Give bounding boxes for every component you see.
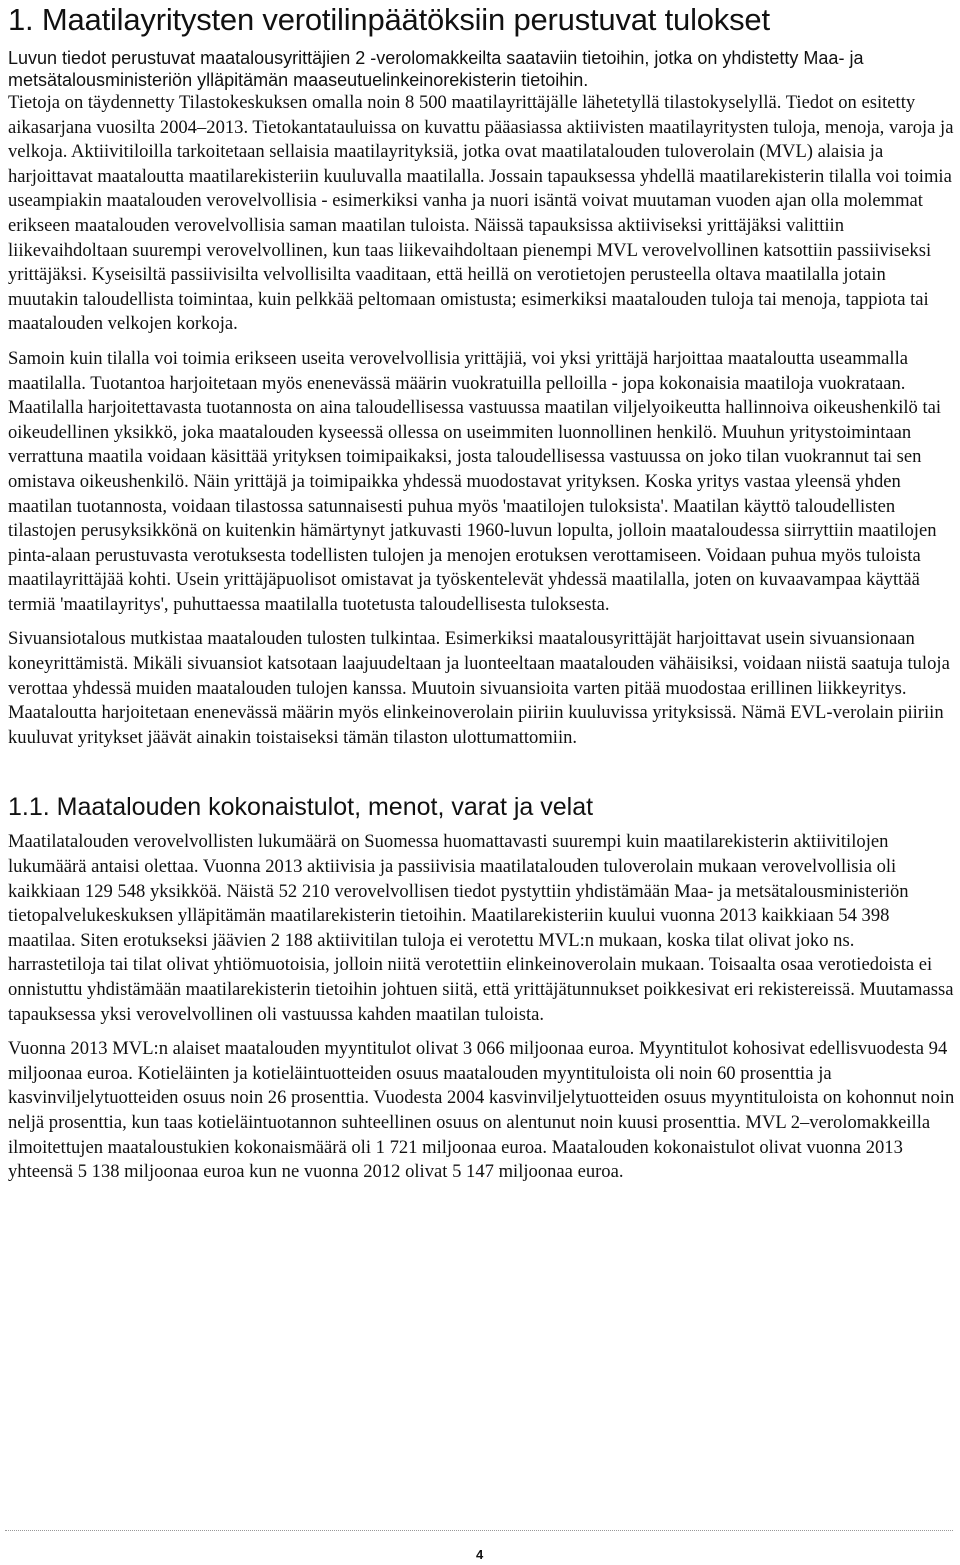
document-page [8, 0, 956, 1185]
page-number: 4 [476, 1547, 484, 1562]
paragraph: Samoin kuin tilalla voi toimia erikseen useita verovelvollisia yrittäjiä, voi yksi yrittäjä harjoittaa maataloutta useammalla maatilalla. Tuotantoa harjoitetaan myös enenevässä määrin vuokratuilla pelloilla - jopa kokonaisia maatiloja vuokrataan. Maatilalla harjoitettavasta tuotannosta on aina taloudellisessa vastuussa maatilan viljelyoikeutta hallinnoiva oikeushenkilö tai oikeudellinen yksikkö, joka maatalouden kyseessä ollessa on useimmiten luonnollinen henkilö. Muuhun yritystoimintaan verrattuna maatila voidaan käsittää yrityksen toimipaikaksi, josta taloudellisessa vastuussa on joko tilan vuokrannut tai sen omistava oikeushenkilö. Näin yrittäjä ja toimipaikka yhdessä muodostavat yrityksen. Koska yritys vastaa yleensä yhden maatilan tuotannosta, voidaan tilastossa satunnaisesti puhua myös 'maatilojen tuloksista'. Maatilan käyttö taloudellisten tilastojen perusyksikkönä on kuitenkin hämärtynyt jatkuvasti 1960-luvun lopulta, jolloin maataloudessa siirryttiin maatilojen pinta-alaan perustuvasta verotuksesta todellisten tulojen ja menojen erotuksen verottamiseen. Voidaan puhua myös tuloista maatilayrittäjää kohti. Usein yrittäjäpuolisot omistavat ja työskentelevät yhdessä maatilalla, joten on kuvaavampaa käyttää termiä 'maatilayritys', puhuttaessa maatilalla tuotetusta taloudellisesta tuloksesta. [8, 347, 942, 615]
footer-divider [5, 1530, 953, 1531]
chapter-intro: Luvun tiedot perustuvat maatalousyrittäjien 2 -verolomakkeilta saataviin tietoihin, jotka on yhdistetty Maa- ja metsätalousministeriön ylläpitämän maaseutuelinkeinorekisterin tietoihin. [8, 48, 864, 90]
chapter-title: 1. Maatilayritysten verotilinpäätöksiin perustuvat tulokset [8, 2, 770, 37]
section-title: 1.1. Maatalouden kokonaistulot, menot, varat ja velat [8, 793, 594, 822]
section-1-body [8, 91, 956, 750]
paragraph: Maatilatalouden verovelvollisten lukumäärä on Suomessa huomattavasti suurempi kuin maatilarekisterin aktiivitilojen lukumäärä antaisi olettaa. Vuonna 2013 aktiivisia ja passiivisia maatilatalouden tuloverolain mukaan verovelvollisia oli kaikkiaan 129 548 yksikköä. Näistä 52 210 verovelvollisen tiedot pystyttiin yhdistämään Maa- ja metsätalousministeriön tietopalvelukeskuksen ylläpitämän maatilarekisterin tietoihin. Maatilarekisteriin kuului vuonna 2013 kaikkiaan 54 398 maatilaa. Siten erotukseksi jäävien 2 188 aktiivitilan tuloja ei verotettu MVL:n mukaan, koska tilat olivat joko ns. harrastetiloja tai tilat olivat yhtiömuotoisia, jolloin niitä verotettiin elinkeinoverolain mukaan. Toisaalta osaa verotiedoista ei onnistuttu yhdistämään maatilarekisterin tietoihin johtuen siitä, että yrittäjätunnukset poikkesivat eri rekistereissä. Muutamassa tapauksessa yksi verovelvollinen oli vastuussa kahden maatilan tuloista. [8, 831, 954, 1025]
section-2-body [8, 830, 956, 1184]
paragraph: Tietoja on täydennetty Tilastokeskuksen omalla noin 8 500 maatilayrittäjälle lähetetyllä tilastokyselyllä. Tiedot on esitetty aikasarjana vuosilta 2004–2013. Tietokantatauluissa on kuvattu pääasiassa aktiivisten maatilayritysten tuloja, menoja, varoja ja velkoja. Aktiivitiloilla tarkoitetaan sellaisia maatilayrityksiä, jotka ovat maatilatalouden tuloverolain (MVL) alaisia ja harjoittavat maataloutta maatilarekisteriin kuuluvalla maatilalla. Jossain tapauksessa yhdellä maatilarekisterin tilalla voi toimia useampiakin maatalouden verovelvollisia - esimerkiksi vanha ja nuori isäntä voivat muutaman vuoden ajan olla molemmat erikseen maatalouden verovelvollisia saman maatilan tuloista. Näissä tapauksissa aktiiviseksi yrittäjäksi valittiin liikevaihdoltaan suurempi verovelvollinen, kun taas liikevaihdoltaan pienempi MVL verovelvollinen katsottiin passiiviseksi yrittäjäksi. Kyseisiltä passiivisilta velvollisilta vaaditaan, että heillä on verotietojen perusteella oltava maatilalla jotain muutakin taloudellista toimintaa, kuin pelkkää peltomaan omistusta; esimerkiksi maatalouden tuloja tai menoja, tappiota tai maatalouden velkojen korkoja. [8, 92, 954, 335]
paragraph: Vuonna 2013 MVL:n alaiset maatalouden myyntitulot olivat 3 066 miljoonaa euroa. Myyntitulot kohosivat edellisvuodesta 94 miljoonaa euroa. Kotieläinten ja kotieläintuotteiden osuus maatalouden myyntituloista oli noin 60 prosenttia ja kasvinviljelytuotteiden osuus noin 26 prosenttia. Vuodesta 2004 kasvinviljelytuotteiden osuus myyntituloista on kohonnut noin neljä prosenttia, kun taas kotieläintuotannon suhteellinen osuus on alentunut noin kuusi prosenttia. MVL 2–verolomakkeilla ilmoitettujen maataloustukien kokonaismäärä oli 1 721 miljoonaa euroa. Maatalouden kokonaistulot olivat vuonna 2013 yhteensä 5 138 miljoonaa euroa kun ne vuonna 2012 olivat 5 147 miljoonaa euroa. [8, 1038, 955, 1183]
paragraph: Sivuansiotalous mutkistaa maatalouden tulosten tulkintaa. Esimerkiksi maatalousyrittäjät harjoittavat usein sivuansionaan koneyrittämistä. Mikäli sivuansiot katsotaan laajuudeltaan ja luonteeltaan maatalouden vähäisiksi, voidaan niistä saatuja tuloja verottaa yhdessä muiden maatalouden tulojen kanssa. Muutoin sivuansioita varten pitää muodostaa erillinen liikkeyritys. Maataloutta harjoitetaan enenevässä määrin myös elinkeinoverolain piiriin kuuluvissa yrityksissä. Nämä EVL-verolain piiriin kuuluvat yritykset jäävät ainakin toistaiseksi tämän tilaston ulottumattomiin. [8, 628, 950, 748]
